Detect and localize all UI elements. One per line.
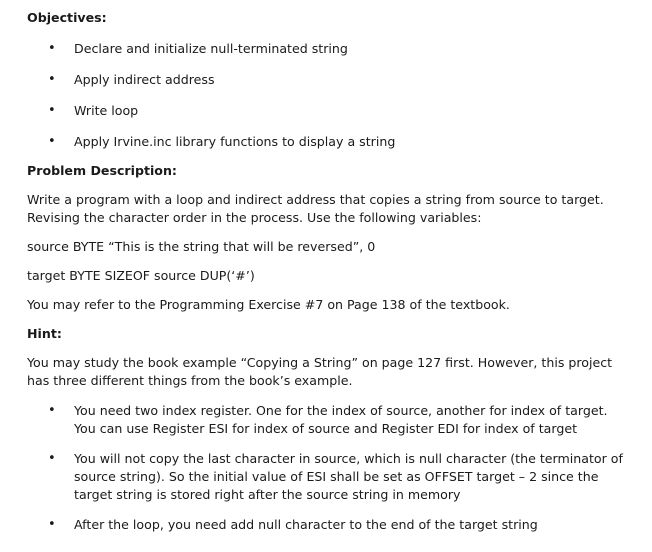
problem-intro: Write a program with a loop and indirect address that copies a string from source to target. Revising the character order in the process. Use the following variables: bbox=[27, 192, 604, 225]
list-item bbox=[27, 133, 627, 151]
list-item bbox=[27, 516, 627, 534]
objectives-heading: Objectives: bbox=[27, 10, 107, 25]
hint-text: You will not copy the last character in source, which is null character (the terminator of source string). So the initial value of ESI shall be set as OFFSET target – 2 since the target string is stored right after the source string in memory bbox=[74, 451, 623, 502]
objective-text: Apply indirect address bbox=[74, 72, 215, 87]
problem-heading: Problem Description: bbox=[27, 163, 177, 178]
list-item bbox=[27, 450, 627, 504]
objective-text: Apply Irvine.inc library functions to display a string bbox=[74, 134, 396, 149]
bullet-icon: • bbox=[48, 451, 56, 466]
hint-intro: You may study the book example “Copying a String” on page 127 first. However, this project has three different things from the book’s example. bbox=[27, 355, 613, 388]
bullet-icon: • bbox=[48, 134, 56, 149]
objective-text: Declare and initialize null-terminated string bbox=[74, 41, 348, 56]
list-item bbox=[27, 102, 627, 120]
hint-heading: Hint: bbox=[27, 326, 62, 341]
list-item bbox=[27, 40, 627, 58]
hint-list bbox=[27, 402, 627, 534]
textbook-reference: You may refer to the Programming Exercise #7 on Page 138 of the textbook. bbox=[27, 297, 510, 312]
target-declaration: target BYTE SIZEOF source DUP(‘#’) bbox=[27, 268, 255, 283]
bullet-icon: • bbox=[48, 72, 56, 87]
document-body bbox=[27, 9, 627, 534]
bullet-icon: • bbox=[48, 103, 56, 118]
objective-text: Write loop bbox=[74, 103, 139, 118]
bullet-icon: • bbox=[48, 41, 56, 56]
bullet-icon: • bbox=[48, 403, 56, 418]
objectives-list bbox=[27, 40, 627, 151]
hint-text: You need two index register. One for the index of source, another for index of target. You can use Register ESI for index of source and Register EDI for index of target bbox=[74, 403, 608, 436]
hint-text: After the loop, you need add null character to the end of the target string bbox=[74, 517, 538, 532]
list-item bbox=[27, 402, 627, 438]
bullet-icon: • bbox=[48, 517, 56, 532]
list-item bbox=[27, 71, 627, 89]
source-declaration: source BYTE “This is the string that will be reversed”, 0 bbox=[27, 239, 376, 254]
